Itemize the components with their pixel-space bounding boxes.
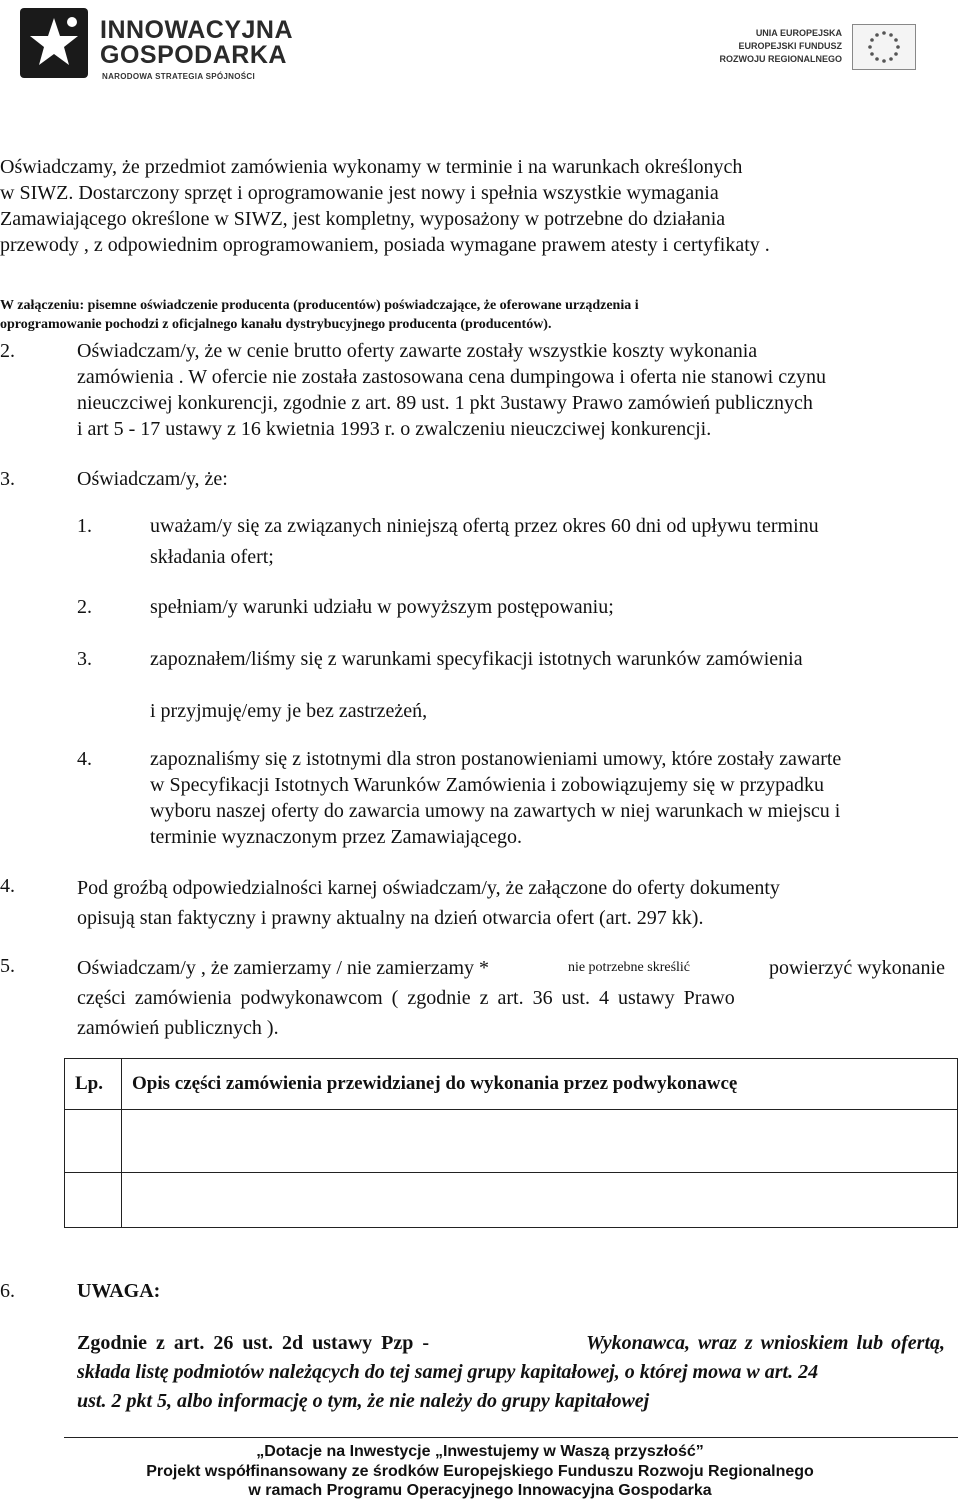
section-6-lead: Zgodnie z art. 26 ust. 2d ustawy Pzp - — [77, 1332, 430, 1354]
table-header-row — [65, 1059, 958, 1110]
section-6-heading: UWAGA: — [77, 1280, 161, 1302]
section-2-number: 2. — [0, 340, 15, 362]
footer-line: „Dotacje na Inwestycje „Inwestujemy w Waszą przyszłość” — [256, 1443, 704, 1460]
eu-logo-line-1: UNIA EUROPEJSKA — [755, 28, 842, 38]
logo-line-2: GOSPODARKA — [100, 41, 287, 69]
eu-flag-icon — [852, 24, 916, 70]
section-6-line1-italic: Wykonawca, wraz z wnioskiem lub ofertą, — [586, 1332, 945, 1354]
table-cell[interactable] — [65, 1110, 122, 1173]
table-cell[interactable] — [122, 1110, 958, 1173]
section-6-number: 6. — [0, 1280, 15, 1302]
item-number: 3. — [77, 648, 92, 670]
section-3-heading: Oświadczam/y, że: — [77, 468, 228, 490]
col-header-lp: Lp. — [65, 1059, 122, 1110]
strike-note: nie potrzebne skreślić — [567, 960, 691, 975]
section-2-text — [77, 338, 945, 442]
item-number: 2. — [77, 596, 92, 618]
intro-line: Zamawiającego określone w SIWZ, jest kompletny, wyposażony w potrzebne do działania — [0, 208, 726, 230]
section-5-text — [77, 953, 945, 1043]
item-line: wyboru naszej oferty do zawarcia umowy na zawartych w niej warunkach w miejscu i — [150, 800, 841, 822]
attachment-note-line: oprogramowanie pochodzi z oficjalnego kanału dystrybucyjnego producenta (producentów). — [0, 317, 552, 332]
section-6-line: składa listę podmiotów należących do tej samej grupy kapitałowej, o której mowa w art. 24 — [77, 1361, 819, 1383]
section-6-line — [77, 1329, 945, 1358]
section-5-line1-b: powierzyć wykonanie — [768, 957, 945, 979]
item-line: spełniam/y warunki udziału w powyższym postępowaniu; — [150, 596, 614, 618]
item-line: zapoznałem/liśmy się z warunkami specyfikacji istotnych warunków zamówienia — [150, 648, 803, 670]
footer-divider — [64, 1437, 958, 1438]
item-line: w Specyfikacji Istotnych Warunków Zamówienia i zobowiązujemy się w przypadku — [150, 774, 824, 796]
section-5-line1-a: Oświadczam/y , że zamierzamy / nie zamierzamy * — [77, 957, 490, 979]
table-cell[interactable] — [122, 1173, 958, 1228]
footer-line: Projekt współfinansowany ze środków Europejskiego Funduszu Rozwoju Regionalnego — [146, 1463, 814, 1480]
item-line: terminie wyznaczonym przez Zamawiającego. — [150, 826, 523, 848]
intro-line: w SIWZ. Dostarczony sprzęt i oprogramowanie jest nowy i spełnia wszystkie wymagania — [0, 182, 719, 204]
section-4-number: 4. — [0, 875, 15, 897]
attachment-note — [0, 296, 944, 334]
eu-logo — [712, 24, 942, 74]
section-5-line: zamówień publicznych ). — [77, 1017, 279, 1039]
section-3-number: 3. — [0, 468, 15, 490]
eu-logo-line-2: EUROPEJSKI FUNDUSZ — [738, 41, 842, 51]
innowacyjna-gospodarka-logo — [20, 8, 294, 81]
section-4-text — [77, 873, 945, 933]
section-2-line: zamówienia . W ofercie nie została zastosowana cena dumpingowa i oferta nie stanowi czynu — [77, 366, 826, 388]
logo-line-1: INNOWACYJNA — [100, 16, 294, 44]
item-line: zapoznaliśmy się z istotnymi dla stron postanowieniami umowy, które zostały zawarte — [150, 748, 842, 770]
section-6-line: ust. 2 pkt 5, albo informację o tym, że nie należy do grupy kapitałowej — [77, 1390, 650, 1412]
col-header-description: Opis części zamówienia przewidzianej do wykonania przez podwykonawcę — [122, 1059, 958, 1110]
section-2-line: Oświadczam/y, że w cenie brutto oferty zawarte zostały wszystkie koszty wykonania — [77, 340, 758, 362]
item-line: składania ofert; — [150, 546, 274, 568]
section-4-line: opisują stan faktyczny i prawny aktualny na dzień otwarcia ofert (art. 297 kk). — [77, 907, 704, 929]
intro-line: przewody , z odpowiednim oprogramowaniem, posiada wymagane prawem atesty i certyfikaty . — [0, 234, 770, 256]
item-number: 1. — [77, 515, 92, 537]
item-line: uważam/y się za związanych niniejszą ofertą przez okres 60 dni od upływu terminu — [150, 515, 819, 537]
eu-logo-line-3: ROZWOJU REGIONALNEGO — [719, 54, 842, 64]
item-4-text — [150, 746, 945, 850]
section-5-line — [77, 953, 945, 983]
table-row — [65, 1110, 958, 1173]
item-line: i przyjmuję/emy je bez zastrzeżeń, — [150, 700, 428, 722]
innovation-star-icon — [20, 8, 88, 78]
section-2-line: nieuczciwej konkurencji, zgodnie z art. 89 ust. 1 pkt 3ustawy Prawo zamówień publicznych — [77, 392, 813, 414]
logo-line-3: NARODOWA STRATEGIA SPÓJNOŚCI — [102, 72, 256, 81]
table-cell[interactable] — [65, 1173, 122, 1228]
intro-line: Oświadczamy, że przedmiot zamówienia wykonamy w terminie i na warunkach określonych — [0, 156, 743, 178]
footer-line: w ramach Programu Operacyjnego Innowacyjna Gospodarka — [248, 1482, 712, 1499]
section-6-note — [77, 1329, 945, 1416]
intro-paragraph — [0, 154, 944, 258]
section-2-line: i art 5 - 17 ustawy z 16 kwietnia 1993 r. o zwalczeniu nieuczciwej konkurencji. — [77, 418, 712, 440]
section-5-number: 5. — [0, 955, 15, 977]
section-4-line: Pod groźbą odpowiedzialności karnej oświadczam/y, że załączone do oferty dokumenty — [77, 877, 780, 899]
subcontract-table — [64, 1058, 958, 1228]
section-5-line: części zamówienia podwykonawcom ( zgodnie z art. 36 ust. 4 ustawy Prawo — [77, 987, 735, 1009]
attachment-note-line: W załączeniu: pisemne oświadczenie producenta (producentów) poświadczające, że oferowane urządzenia i — [0, 298, 639, 313]
item-number: 4. — [77, 748, 92, 770]
table-row — [65, 1173, 958, 1228]
